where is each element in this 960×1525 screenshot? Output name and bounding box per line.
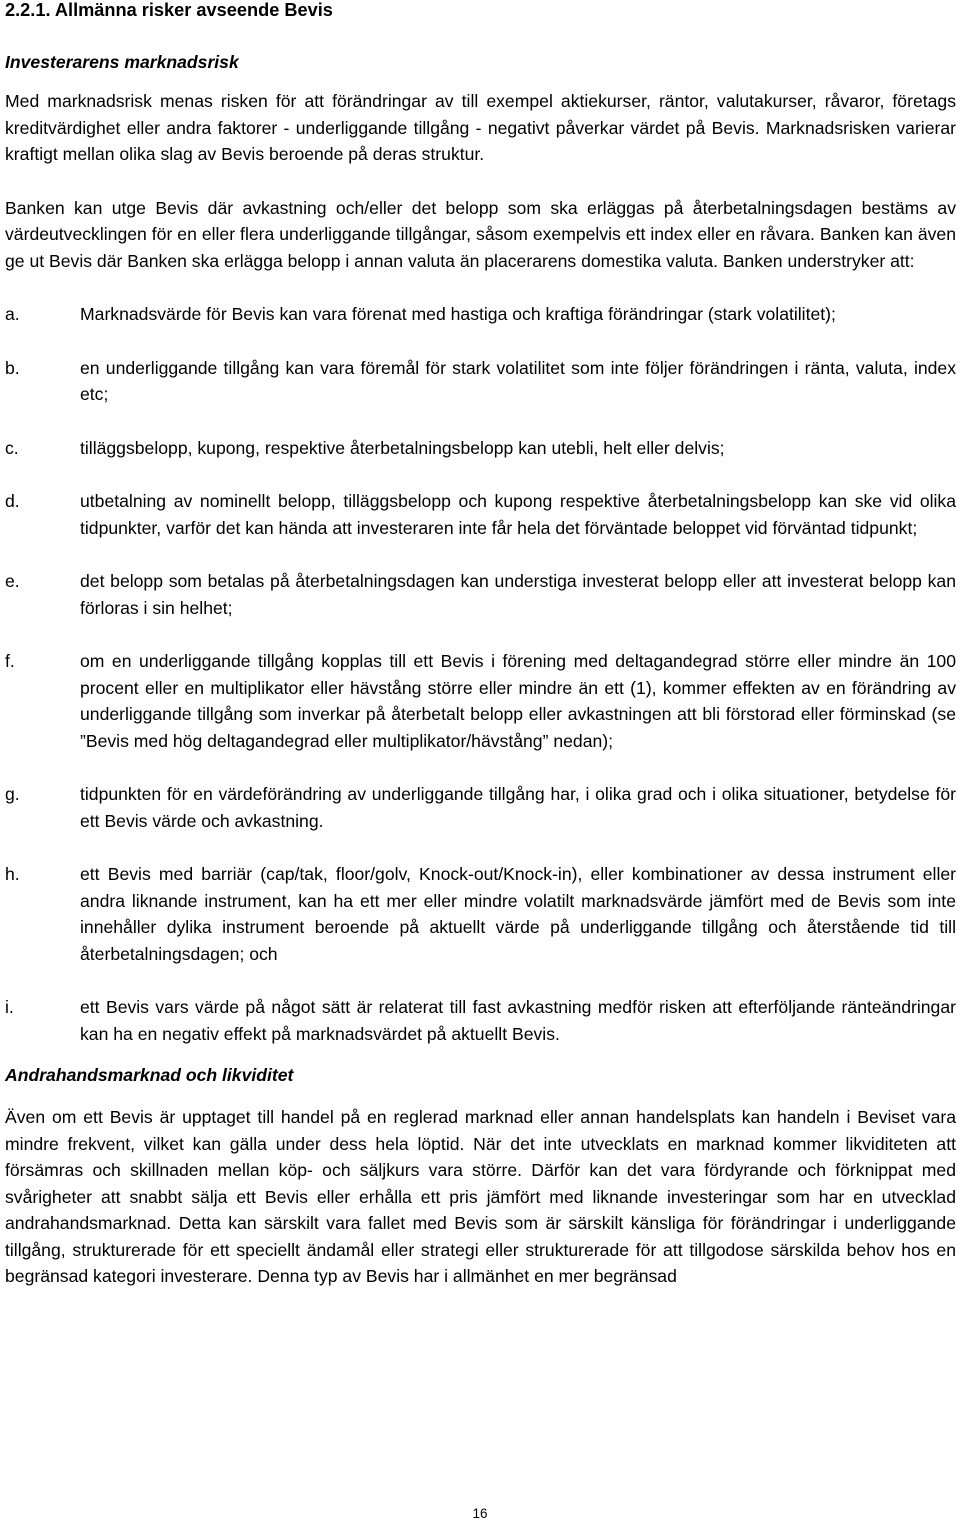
list-marker: f. [5, 651, 15, 671]
list-item-text: en underliggande tillgång kan vara föremål för stark volatilitet som inte följer förändringen i ränta, valuta, index etc; [80, 357, 956, 404]
section-heading: 2.2.1. Allmänna risker avseende Bevis [5, 0, 333, 20]
list-marker: i. [5, 997, 14, 1017]
list-marker: b. [5, 357, 20, 378]
list-marker: e. [5, 571, 20, 591]
list-marker: c. [5, 437, 19, 458]
list-item-text: om en underliggande tillgång kopplas till ett Bevis i förening med deltagandegrad större eller mindre än 100 procent eller en multiplikator eller hävstång större eller mindre än ett (1), kommer effekten av en förändring av underliggande tillgång som inverkar på återbetalt belopp eller avkastningen att bli förstorad eller förminskad (se ”Bevis med hög deltagandegrad eller multiplikator/hävstång” nedan); [80, 651, 956, 751]
document-page [5, 0, 956, 1290]
list-item-text: ett Bevis med barriär (cap/tak, floor/golv, Knock-out/Knock-in), eller kombinationer av dessa instrument eller andra liknande instrument, kan ha ett mer eller mindre volatilt marknadsvärde jämfört med de Bevis som inte innehåller dylika instrument beroende på aktuellt värde på underliggande tillgång och återstående tid till återbetalningsdagen; och [80, 864, 956, 964]
list-item-text: tilläggsbelopp, kupong, respektive återbetalningsbelopp kan utebli, helt eller delvis; [80, 437, 725, 458]
list-item-text: utbetalning av nominellt belopp, tilläggsbelopp och kupong respektive återbetalningsbelopp kan ske vid olika tidpunkter, varför det kan hända att investeraren inte får hela det förväntade beloppet vid förväntad tidpunkt; [80, 491, 956, 538]
secondary-market-title: Andrahandsmarknad och likviditet [5, 1065, 294, 1085]
risk-list [5, 301, 956, 1047]
list-item-b [5, 355, 956, 408]
list-item-h [5, 861, 956, 967]
list-item-text: Marknadsvärde för Bevis kan vara förenat med hastiga och kraftiga förändringar (stark volatilitet); [80, 304, 836, 324]
list-item-e [5, 568, 956, 621]
list-item-f [5, 648, 956, 754]
list-item-i [5, 994, 956, 1047]
list-marker: a. [5, 304, 20, 324]
list-item-g [5, 781, 956, 834]
list-marker: h. [5, 864, 20, 884]
market-risk-title: Investerarens marknadsrisk [5, 52, 239, 72]
list-item-text: tidpunkten för en värdeförändring av underliggande tillgång har, i olika grad och i olika situationer, betydelse för ett Bevis värde och avkastning. [80, 784, 956, 831]
list-item-c [5, 435, 956, 462]
page-number: 16 [472, 1506, 488, 1521]
list-marker: g. [5, 784, 20, 804]
secondary-market-paragraph: Även om ett Bevis är upptaget till handel på en reglerad marknad eller annan handelsplats kan handeln i Beviset vara mindre frekvent, vilket kan gälla under dess hela löptid. När det inte utvecklats en marknad kommer likviditeten att försämras och skillnaden mellan köp- och säljkurs vara större. Därför kan det vara fördyrande och förknippat med svårigheter att snabbt sälja ett Bevis eller erhålla ett pris jämfört med liknande investeringar som har en utvecklad andrahandsmarknad. Detta kan särskilt vara fallet med Bevis som är särskilt känsliga för förändringar i underliggande tillgång, strukturerade för ett speciellt ändamål eller strategi eller strukturerade för att tillgodose särskilda behov hos en begränsad kategori investerare. Denna typ av Bevis har i allmänhet en mer begränsad [5, 1107, 956, 1286]
market-risk-paragraph-2: Banken kan utge Bevis där avkastning och/eller det belopp som ska erläggas på återbetalningsdagen bestäms av värdeutvecklingen för en eller flera underliggande tillgångar, såsom exempelvis ett index eller en råvara. Banken kan även ge ut Bevis där Banken ska erlägga belopp i annan valuta än placerarens domestika valuta. Banken understryker att: [5, 197, 956, 271]
list-marker: d. [5, 491, 20, 511]
market-risk-paragraph-1: Med marknadsrisk menas risken för att förändringar av till exempel aktiekurser, räntor, valutakurser, råvaror, företags kreditvärdighet eller andra faktorer - underliggande tillgång - negativt påverkar värdet på Bevis. Marknadsrisken varierar kraftigt mellan olika slag av Bevis beroende på deras struktur. [5, 91, 956, 164]
list-item-text: det belopp som betalas på återbetalningsdagen kan understiga investerat belopp eller att investerat belopp kan förloras i sin helhet; [80, 571, 956, 618]
list-item-text: ett Bevis vars värde på något sätt är relaterat till fast avkastning medför risken att efterföljande ränteändringar kan ha en negativ effekt på marknadsvärdet på aktuellt Bevis. [80, 997, 956, 1044]
list-item-a [5, 301, 956, 328]
list-item-d [5, 488, 956, 541]
